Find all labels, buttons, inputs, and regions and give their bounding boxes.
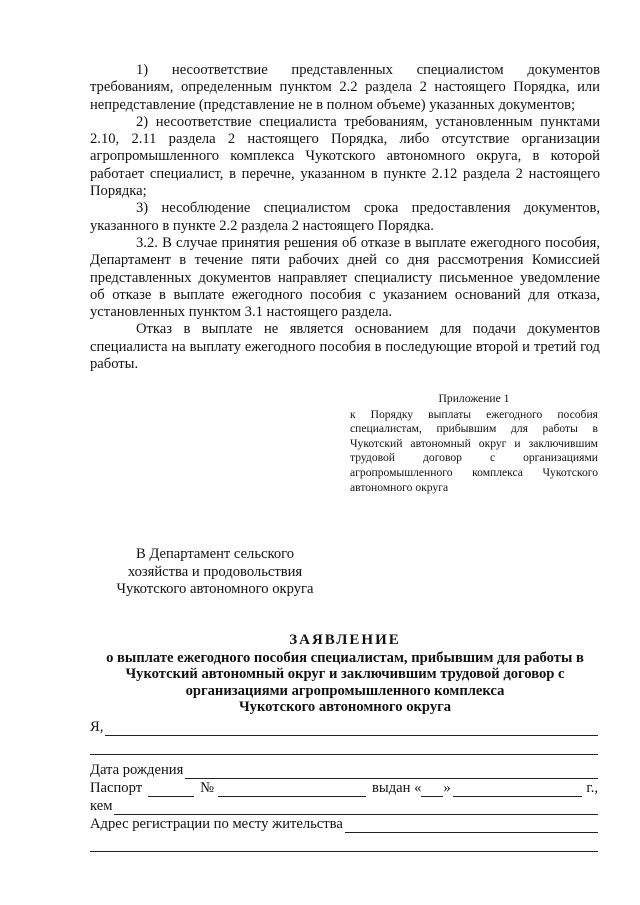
appendix-block <box>350 392 598 495</box>
issued-day-field[interactable] <box>421 782 443 797</box>
passport-row <box>90 779 598 797</box>
addressee-line: В Департамент сельского <box>135 546 295 562</box>
statement-title: ЗАЯВЛЕНИЕ <box>289 632 401 648</box>
addressee-line: Чукотского автономного округа <box>116 581 314 597</box>
issued-by-row <box>90 797 598 815</box>
issued-by-label: кем <box>90 798 113 814</box>
name-field[interactable] <box>105 721 598 736</box>
name-field-continuation[interactable] <box>90 736 598 755</box>
year-suffix: г., <box>586 780 598 796</box>
issued-label: выдан « <box>372 780 422 796</box>
name-row <box>90 718 598 736</box>
addressee-block <box>90 546 340 599</box>
passport-number-label: № <box>200 780 215 796</box>
application-form <box>90 718 598 852</box>
issued-month-field[interactable] <box>453 782 583 797</box>
addressee-line: хозяйства и продовольствия <box>127 563 303 580</box>
body-text <box>90 62 600 373</box>
paragraph-5: Отказ в выплате не является основанием для подачи документов специалиста на выплату ежегодного пособия в последующие второй и третий год работы. <box>90 321 600 373</box>
paragraph-2: 2) несоответствие специалиста требованиям, установленным пунктами 2.10, 2.11 раздела 2 настоящего Порядка, либо отсутствие организации агропромышленного комплекса Чукотского автономного округа, в которой работает специалист, в перечне, указанном в пункте 2.12 раздела 2 настоящего Порядка; <box>90 113 600 200</box>
address-label: Адрес регистрации по месту жительства <box>90 816 343 832</box>
issued-quote-close: » <box>443 780 451 796</box>
birth-date-field[interactable] <box>185 764 598 779</box>
statement-heading <box>90 632 600 716</box>
paragraph-4: 3.2. В случае принятия решения об отказе в выплате ежегодного пособия, Департамент в течение пяти рабочих дней со дня рассмотрения Комиссией представленных документов направляет специалисту письменное уведомление об отказе в выплате ежегодного пособия с указанием оснований для отказа, установленных пунктом 3.1 настоящего раздела. <box>90 234 600 321</box>
paragraph-3: 3) несоблюдение специалистом срока предоставления документов, указанного в пункте 2.2 раздела 2 настоящего Порядка. <box>90 200 600 234</box>
appendix-title: Приложение 1 <box>438 392 510 405</box>
passport-number-field[interactable] <box>218 782 366 797</box>
statement-subtitle-line: о выплате ежегодного пособия специалистам, прибывшим для работы в <box>106 649 584 666</box>
statement-subtitle-line: Чукотский автономный округ и заключившим трудовой договор с <box>125 666 565 683</box>
name-label: Я, <box>90 719 104 735</box>
birth-label: Дата рождения <box>90 762 184 778</box>
appendix-text: к Порядку выплаты ежегодного пособия специалистам, прибывшим для работы в Чукотский автономный округ и заключившим трудовой договор с организациями агропромышленного комплекса Чукотского автономного округа <box>350 407 598 494</box>
statement-subtitle-line: организациями агропромышленного комплекса <box>185 682 505 699</box>
passport-series-field[interactable] <box>148 782 194 797</box>
statement-subtitle-line: Чукотского автономного округа <box>238 699 452 716</box>
issued-by-field[interactable] <box>114 800 598 815</box>
birth-row <box>90 761 598 779</box>
address-row <box>90 815 598 833</box>
address-field[interactable] <box>345 818 598 833</box>
passport-label: Паспорт <box>90 780 143 796</box>
paragraph-1: 1) несоответствие представленных специалистом документов требованиям, определенным пунктом 2.2 раздела 2 настоящего Порядка, или непредставление (представление не в полном объеме) указанных документов; <box>90 62 600 113</box>
address-field-continuation[interactable] <box>90 833 598 852</box>
